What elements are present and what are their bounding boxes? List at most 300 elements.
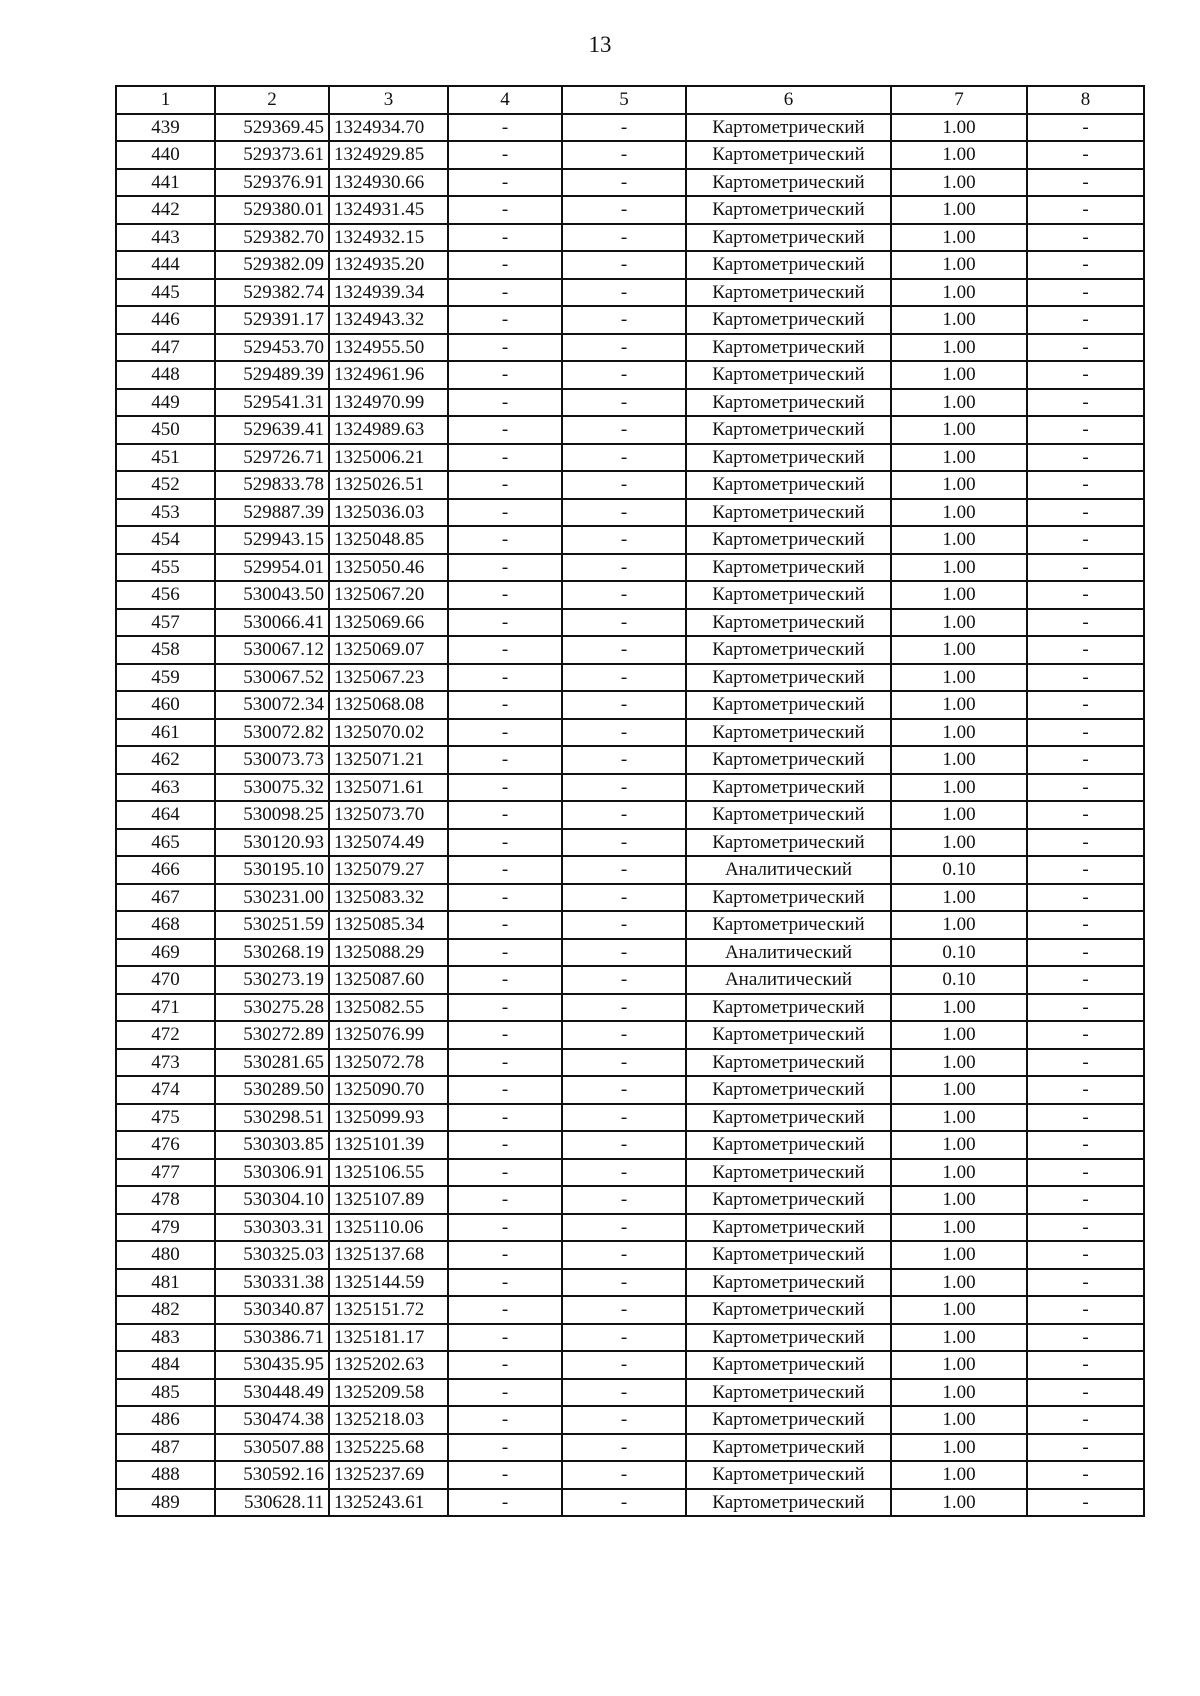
column-4-cell: - — [448, 1186, 562, 1214]
column-4-cell: - — [448, 636, 562, 664]
point-number-cell: 474 — [116, 1076, 215, 1104]
y-coordinate-cell: 1324943.32 — [329, 306, 448, 334]
x-coordinate-cell: 530386.71 — [215, 1324, 329, 1352]
point-number-cell: 468 — [116, 911, 215, 939]
y-coordinate-cell: 1325050.46 — [329, 554, 448, 582]
method-cell: Картометрический — [686, 801, 891, 829]
x-coordinate-cell: 530303.31 — [215, 1214, 329, 1242]
accuracy-cell: 1.00 — [891, 801, 1027, 829]
column-4-cell: - — [448, 251, 562, 279]
y-coordinate-cell: 1324929.85 — [329, 141, 448, 169]
column-8-cell: - — [1027, 1049, 1144, 1077]
x-coordinate-cell: 530072.82 — [215, 719, 329, 747]
point-number-cell: 455 — [116, 554, 215, 582]
column-8-cell: - — [1027, 1324, 1144, 1352]
y-coordinate-cell: 1325026.51 — [329, 471, 448, 499]
y-coordinate-cell: 1325074.49 — [329, 829, 448, 857]
y-coordinate-cell: 1325067.20 — [329, 581, 448, 609]
table-row — [116, 1186, 1144, 1214]
point-number-cell: 457 — [116, 609, 215, 637]
method-cell: Картометрический — [686, 306, 891, 334]
y-coordinate-cell: 1325071.61 — [329, 774, 448, 802]
column-8-cell: - — [1027, 169, 1144, 197]
point-number-cell: 487 — [116, 1434, 215, 1462]
coordinates-table — [115, 85, 1145, 1517]
table-row — [116, 966, 1144, 994]
point-number-cell: 477 — [116, 1159, 215, 1187]
column-4-cell: - — [448, 471, 562, 499]
method-cell: Картометрический — [686, 416, 891, 444]
method-cell: Картометрический — [686, 691, 891, 719]
column-5-cell: - — [562, 279, 686, 307]
column-5-cell: - — [562, 801, 686, 829]
table-row — [116, 1076, 1144, 1104]
method-cell: Картометрический — [686, 829, 891, 857]
x-coordinate-cell: 530073.73 — [215, 746, 329, 774]
y-coordinate-cell: 1325069.66 — [329, 609, 448, 637]
accuracy-cell: 1.00 — [891, 1489, 1027, 1517]
method-cell: Картометрический — [686, 1489, 891, 1517]
table-row — [116, 774, 1144, 802]
x-coordinate-cell: 530066.41 — [215, 609, 329, 637]
point-number-cell: 482 — [116, 1296, 215, 1324]
column-8-cell: - — [1027, 361, 1144, 389]
column-8-cell: - — [1027, 609, 1144, 637]
method-cell: Картометрический — [686, 994, 891, 1022]
column-5-cell: - — [562, 471, 686, 499]
column-header: 7 — [891, 86, 1027, 114]
column-4-cell: - — [448, 444, 562, 472]
x-coordinate-cell: 529382.70 — [215, 224, 329, 252]
method-cell: Картометрический — [686, 169, 891, 197]
accuracy-cell: 1.00 — [891, 581, 1027, 609]
column-5-cell: - — [562, 1296, 686, 1324]
method-cell: Картометрический — [686, 581, 891, 609]
column-5-cell: - — [562, 1104, 686, 1132]
x-coordinate-cell: 530268.19 — [215, 939, 329, 967]
column-5-cell: - — [562, 1461, 686, 1489]
accuracy-cell: 1.00 — [891, 224, 1027, 252]
point-number-cell: 440 — [116, 141, 215, 169]
y-coordinate-cell: 1325106.55 — [329, 1159, 448, 1187]
column-4-cell: - — [448, 911, 562, 939]
column-4-cell: - — [448, 1131, 562, 1159]
column-5-cell: - — [562, 1214, 686, 1242]
y-coordinate-cell: 1324931.45 — [329, 196, 448, 224]
x-coordinate-cell: 530273.19 — [215, 966, 329, 994]
column-5-cell: - — [562, 499, 686, 527]
column-4-cell: - — [448, 526, 562, 554]
table-row — [116, 554, 1144, 582]
x-coordinate-cell: 529726.71 — [215, 444, 329, 472]
column-8-cell: - — [1027, 1379, 1144, 1407]
accuracy-cell: 1.00 — [891, 251, 1027, 279]
column-8-cell: - — [1027, 1131, 1144, 1159]
column-4-cell: - — [448, 361, 562, 389]
accuracy-cell: 1.00 — [891, 664, 1027, 692]
column-5-cell: - — [562, 251, 686, 279]
column-4-cell: - — [448, 1104, 562, 1132]
y-coordinate-cell: 1325088.29 — [329, 939, 448, 967]
accuracy-cell: 1.00 — [891, 1049, 1027, 1077]
column-4-cell: - — [448, 939, 562, 967]
column-8-cell: - — [1027, 691, 1144, 719]
x-coordinate-cell: 530298.51 — [215, 1104, 329, 1132]
column-5-cell: - — [562, 1406, 686, 1434]
table-row — [116, 939, 1144, 967]
table-body — [116, 114, 1144, 1517]
x-coordinate-cell: 530304.10 — [215, 1186, 329, 1214]
x-coordinate-cell: 530306.91 — [215, 1159, 329, 1187]
method-cell: Картометрический — [686, 719, 891, 747]
accuracy-cell: 1.00 — [891, 196, 1027, 224]
table-row — [116, 1241, 1144, 1269]
method-cell: Картометрический — [686, 1269, 891, 1297]
column-5-cell: - — [562, 746, 686, 774]
accuracy-cell: 1.00 — [891, 994, 1027, 1022]
x-coordinate-cell: 530340.87 — [215, 1296, 329, 1324]
x-coordinate-cell: 529954.01 — [215, 554, 329, 582]
accuracy-cell: 1.00 — [891, 1296, 1027, 1324]
column-8-cell: - — [1027, 939, 1144, 967]
y-coordinate-cell: 1325085.34 — [329, 911, 448, 939]
x-coordinate-cell: 530474.38 — [215, 1406, 329, 1434]
accuracy-cell: 1.00 — [891, 911, 1027, 939]
method-cell: Картометрический — [686, 1131, 891, 1159]
column-5-cell: - — [562, 1434, 686, 1462]
table-row — [116, 829, 1144, 857]
column-4-cell: - — [448, 1379, 562, 1407]
method-cell: Картометрический — [686, 1104, 891, 1132]
column-header: 3 — [329, 86, 448, 114]
column-4-cell: - — [448, 1489, 562, 1517]
x-coordinate-cell: 530120.93 — [215, 829, 329, 857]
y-coordinate-cell: 1325079.27 — [329, 856, 448, 884]
point-number-cell: 476 — [116, 1131, 215, 1159]
column-8-cell: - — [1027, 306, 1144, 334]
column-8-cell: - — [1027, 471, 1144, 499]
column-5-cell: - — [562, 581, 686, 609]
x-coordinate-cell: 530628.11 — [215, 1489, 329, 1517]
y-coordinate-cell: 1325006.21 — [329, 444, 448, 472]
column-4-cell: - — [448, 801, 562, 829]
table-row — [116, 1461, 1144, 1489]
point-number-cell: 445 — [116, 279, 215, 307]
column-4-cell: - — [448, 1049, 562, 1077]
x-coordinate-cell: 530592.16 — [215, 1461, 329, 1489]
column-header: 1 — [116, 86, 215, 114]
y-coordinate-cell: 1325069.07 — [329, 636, 448, 664]
table-row — [116, 444, 1144, 472]
point-number-cell: 449 — [116, 389, 215, 417]
column-4-cell: - — [448, 994, 562, 1022]
accuracy-cell: 0.10 — [891, 966, 1027, 994]
point-number-cell: 485 — [116, 1379, 215, 1407]
y-coordinate-cell: 1324935.20 — [329, 251, 448, 279]
column-8-cell: - — [1027, 636, 1144, 664]
accuracy-cell: 1.00 — [891, 1104, 1027, 1132]
page-number: 13 — [588, 32, 612, 57]
column-8-cell: - — [1027, 1076, 1144, 1104]
method-cell: Картометрический — [686, 251, 891, 279]
point-number-cell: 488 — [116, 1461, 215, 1489]
accuracy-cell: 1.00 — [891, 1351, 1027, 1379]
column-8-cell: - — [1027, 1461, 1144, 1489]
accuracy-cell: 1.00 — [891, 471, 1027, 499]
accuracy-cell: 1.00 — [891, 884, 1027, 912]
accuracy-cell: 1.00 — [891, 609, 1027, 637]
x-coordinate-cell: 530325.03 — [215, 1241, 329, 1269]
table-row — [116, 691, 1144, 719]
table-row — [116, 856, 1144, 884]
accuracy-cell: 1.00 — [891, 306, 1027, 334]
column-4-cell: - — [448, 856, 562, 884]
column-4-cell: - — [448, 416, 562, 444]
column-4-cell: - — [448, 114, 562, 142]
point-number-cell: 447 — [116, 334, 215, 362]
column-5-cell: - — [562, 1131, 686, 1159]
table-row — [116, 1406, 1144, 1434]
accuracy-cell: 1.00 — [891, 1159, 1027, 1187]
column-8-cell: - — [1027, 1406, 1144, 1434]
method-cell: Картометрический — [686, 499, 891, 527]
y-coordinate-cell: 1325073.70 — [329, 801, 448, 829]
column-5-cell: - — [562, 306, 686, 334]
point-number-cell: 481 — [116, 1269, 215, 1297]
column-5-cell: - — [562, 1379, 686, 1407]
accuracy-cell: 1.00 — [891, 114, 1027, 142]
point-number-cell: 451 — [116, 444, 215, 472]
column-5-cell: - — [562, 774, 686, 802]
x-coordinate-cell: 530072.34 — [215, 691, 329, 719]
table-row — [116, 1049, 1144, 1077]
table-row — [116, 1324, 1144, 1352]
column-5-cell: - — [562, 719, 686, 747]
x-coordinate-cell: 529833.78 — [215, 471, 329, 499]
column-8-cell: - — [1027, 224, 1144, 252]
column-4-cell: - — [448, 829, 562, 857]
y-coordinate-cell: 1325090.70 — [329, 1076, 448, 1104]
method-cell: Картометрический — [686, 444, 891, 472]
column-8-cell: - — [1027, 719, 1144, 747]
y-coordinate-cell: 1325101.39 — [329, 1131, 448, 1159]
column-5-cell: - — [562, 1021, 686, 1049]
accuracy-cell: 1.00 — [891, 169, 1027, 197]
accuracy-cell: 1.00 — [891, 1379, 1027, 1407]
y-coordinate-cell: 1324961.96 — [329, 361, 448, 389]
method-cell: Картометрический — [686, 334, 891, 362]
table-row — [116, 884, 1144, 912]
accuracy-cell: 1.00 — [891, 691, 1027, 719]
table-row — [116, 1214, 1144, 1242]
point-number-cell: 480 — [116, 1241, 215, 1269]
column-8-cell: - — [1027, 1186, 1144, 1214]
column-8-cell: - — [1027, 526, 1144, 554]
column-4-cell: - — [448, 499, 562, 527]
method-cell: Картометрический — [686, 911, 891, 939]
method-cell: Картометрический — [686, 471, 891, 499]
y-coordinate-cell: 1324930.66 — [329, 169, 448, 197]
table-row — [116, 114, 1144, 142]
table-row — [116, 1434, 1144, 1462]
y-coordinate-cell: 1325151.72 — [329, 1296, 448, 1324]
accuracy-cell: 1.00 — [891, 1434, 1027, 1462]
column-4-cell: - — [448, 1461, 562, 1489]
table-row — [116, 141, 1144, 169]
column-8-cell: - — [1027, 1159, 1144, 1187]
table-row — [116, 1269, 1144, 1297]
point-number-cell: 486 — [116, 1406, 215, 1434]
column-5-cell: - — [562, 1269, 686, 1297]
column-4-cell: - — [448, 141, 562, 169]
x-coordinate-cell: 530043.50 — [215, 581, 329, 609]
point-number-cell: 448 — [116, 361, 215, 389]
column-4-cell: - — [448, 1269, 562, 1297]
column-8-cell: - — [1027, 196, 1144, 224]
column-8-cell: - — [1027, 966, 1144, 994]
column-8-cell: - — [1027, 829, 1144, 857]
column-4-cell: - — [448, 334, 562, 362]
method-cell: Картометрический — [686, 196, 891, 224]
point-number-cell: 452 — [116, 471, 215, 499]
y-coordinate-cell: 1325072.78 — [329, 1049, 448, 1077]
accuracy-cell: 1.00 — [891, 1076, 1027, 1104]
method-cell: Картометрический — [686, 279, 891, 307]
y-coordinate-cell: 1324934.70 — [329, 114, 448, 142]
point-number-cell: 470 — [116, 966, 215, 994]
column-4-cell: - — [448, 224, 562, 252]
point-number-cell: 469 — [116, 939, 215, 967]
column-8-cell: - — [1027, 1296, 1144, 1324]
x-coordinate-cell: 530272.89 — [215, 1021, 329, 1049]
x-coordinate-cell: 530289.50 — [215, 1076, 329, 1104]
point-number-cell: 475 — [116, 1104, 215, 1132]
column-8-cell: - — [1027, 1489, 1144, 1517]
point-number-cell: 443 — [116, 224, 215, 252]
method-cell: Картометрический — [686, 1241, 891, 1269]
method-cell: Картометрический — [686, 1461, 891, 1489]
x-coordinate-cell: 530331.38 — [215, 1269, 329, 1297]
x-coordinate-cell: 529639.41 — [215, 416, 329, 444]
method-cell: Картометрический — [686, 1076, 891, 1104]
column-5-cell: - — [562, 884, 686, 912]
table-row — [116, 609, 1144, 637]
column-8-cell: - — [1027, 1269, 1144, 1297]
point-number-cell: 466 — [116, 856, 215, 884]
table-row — [116, 1131, 1144, 1159]
method-cell: Аналитический — [686, 966, 891, 994]
x-coordinate-cell: 529382.09 — [215, 251, 329, 279]
x-coordinate-cell: 529382.74 — [215, 279, 329, 307]
column-8-cell: - — [1027, 1241, 1144, 1269]
y-coordinate-cell: 1324939.34 — [329, 279, 448, 307]
x-coordinate-cell: 529943.15 — [215, 526, 329, 554]
column-8-cell: - — [1027, 1351, 1144, 1379]
table-row — [116, 719, 1144, 747]
column-5-cell: - — [562, 224, 686, 252]
method-cell: Аналитический — [686, 856, 891, 884]
column-4-cell: - — [448, 719, 562, 747]
x-coordinate-cell: 530435.95 — [215, 1351, 329, 1379]
accuracy-cell: 1.00 — [891, 279, 1027, 307]
point-number-cell: 442 — [116, 196, 215, 224]
column-8-cell: - — [1027, 554, 1144, 582]
table-row — [116, 389, 1144, 417]
table-row — [116, 664, 1144, 692]
point-number-cell: 489 — [116, 1489, 215, 1517]
column-8-cell: - — [1027, 1021, 1144, 1049]
y-coordinate-cell: 1325225.68 — [329, 1434, 448, 1462]
column-5-cell: - — [562, 416, 686, 444]
x-coordinate-cell: 530281.65 — [215, 1049, 329, 1077]
method-cell: Картометрический — [686, 389, 891, 417]
column-5-cell: - — [562, 114, 686, 142]
accuracy-cell: 1.00 — [891, 526, 1027, 554]
column-4-cell: - — [448, 774, 562, 802]
method-cell: Аналитический — [686, 939, 891, 967]
column-4-cell: - — [448, 279, 562, 307]
table-row — [116, 994, 1144, 1022]
table-row — [116, 1296, 1144, 1324]
table-row — [116, 169, 1144, 197]
y-coordinate-cell: 1325076.99 — [329, 1021, 448, 1049]
accuracy-cell: 1.00 — [891, 1461, 1027, 1489]
y-coordinate-cell: 1325048.85 — [329, 526, 448, 554]
column-4-cell: - — [448, 1241, 562, 1269]
table-row — [116, 471, 1144, 499]
accuracy-cell: 1.00 — [891, 636, 1027, 664]
table-row — [116, 224, 1144, 252]
y-coordinate-cell: 1324932.15 — [329, 224, 448, 252]
table-row — [116, 1489, 1144, 1517]
accuracy-cell: 1.00 — [891, 389, 1027, 417]
column-4-cell: - — [448, 664, 562, 692]
column-4-cell: - — [448, 1434, 562, 1462]
method-cell: Картометрический — [686, 361, 891, 389]
column-8-cell: - — [1027, 444, 1144, 472]
column-5-cell: - — [562, 1076, 686, 1104]
column-5-cell: - — [562, 554, 686, 582]
column-5-cell: - — [562, 169, 686, 197]
method-cell: Картометрический — [686, 884, 891, 912]
column-5-cell: - — [562, 939, 686, 967]
column-8-cell: - — [1027, 1214, 1144, 1242]
y-coordinate-cell: 1325107.89 — [329, 1186, 448, 1214]
column-5-cell: - — [562, 196, 686, 224]
table-row — [116, 251, 1144, 279]
table-row — [116, 1159, 1144, 1187]
method-cell: Картометрический — [686, 1021, 891, 1049]
column-8-cell: - — [1027, 581, 1144, 609]
accuracy-cell: 1.00 — [891, 1186, 1027, 1214]
accuracy-cell: 1.00 — [891, 719, 1027, 747]
y-coordinate-cell: 1324955.50 — [329, 334, 448, 362]
method-cell: Картометрический — [686, 664, 891, 692]
table-row — [116, 526, 1144, 554]
table-row — [116, 581, 1144, 609]
column-8-cell: - — [1027, 141, 1144, 169]
column-header: 8 — [1027, 86, 1144, 114]
method-cell: Картометрический — [686, 746, 891, 774]
accuracy-cell: 1.00 — [891, 1241, 1027, 1269]
point-number-cell: 483 — [116, 1324, 215, 1352]
column-header: 5 — [562, 86, 686, 114]
x-coordinate-cell: 529391.17 — [215, 306, 329, 334]
y-coordinate-cell: 1325099.93 — [329, 1104, 448, 1132]
column-4-cell: - — [448, 1406, 562, 1434]
x-coordinate-cell: 530195.10 — [215, 856, 329, 884]
method-cell: Картометрический — [686, 141, 891, 169]
